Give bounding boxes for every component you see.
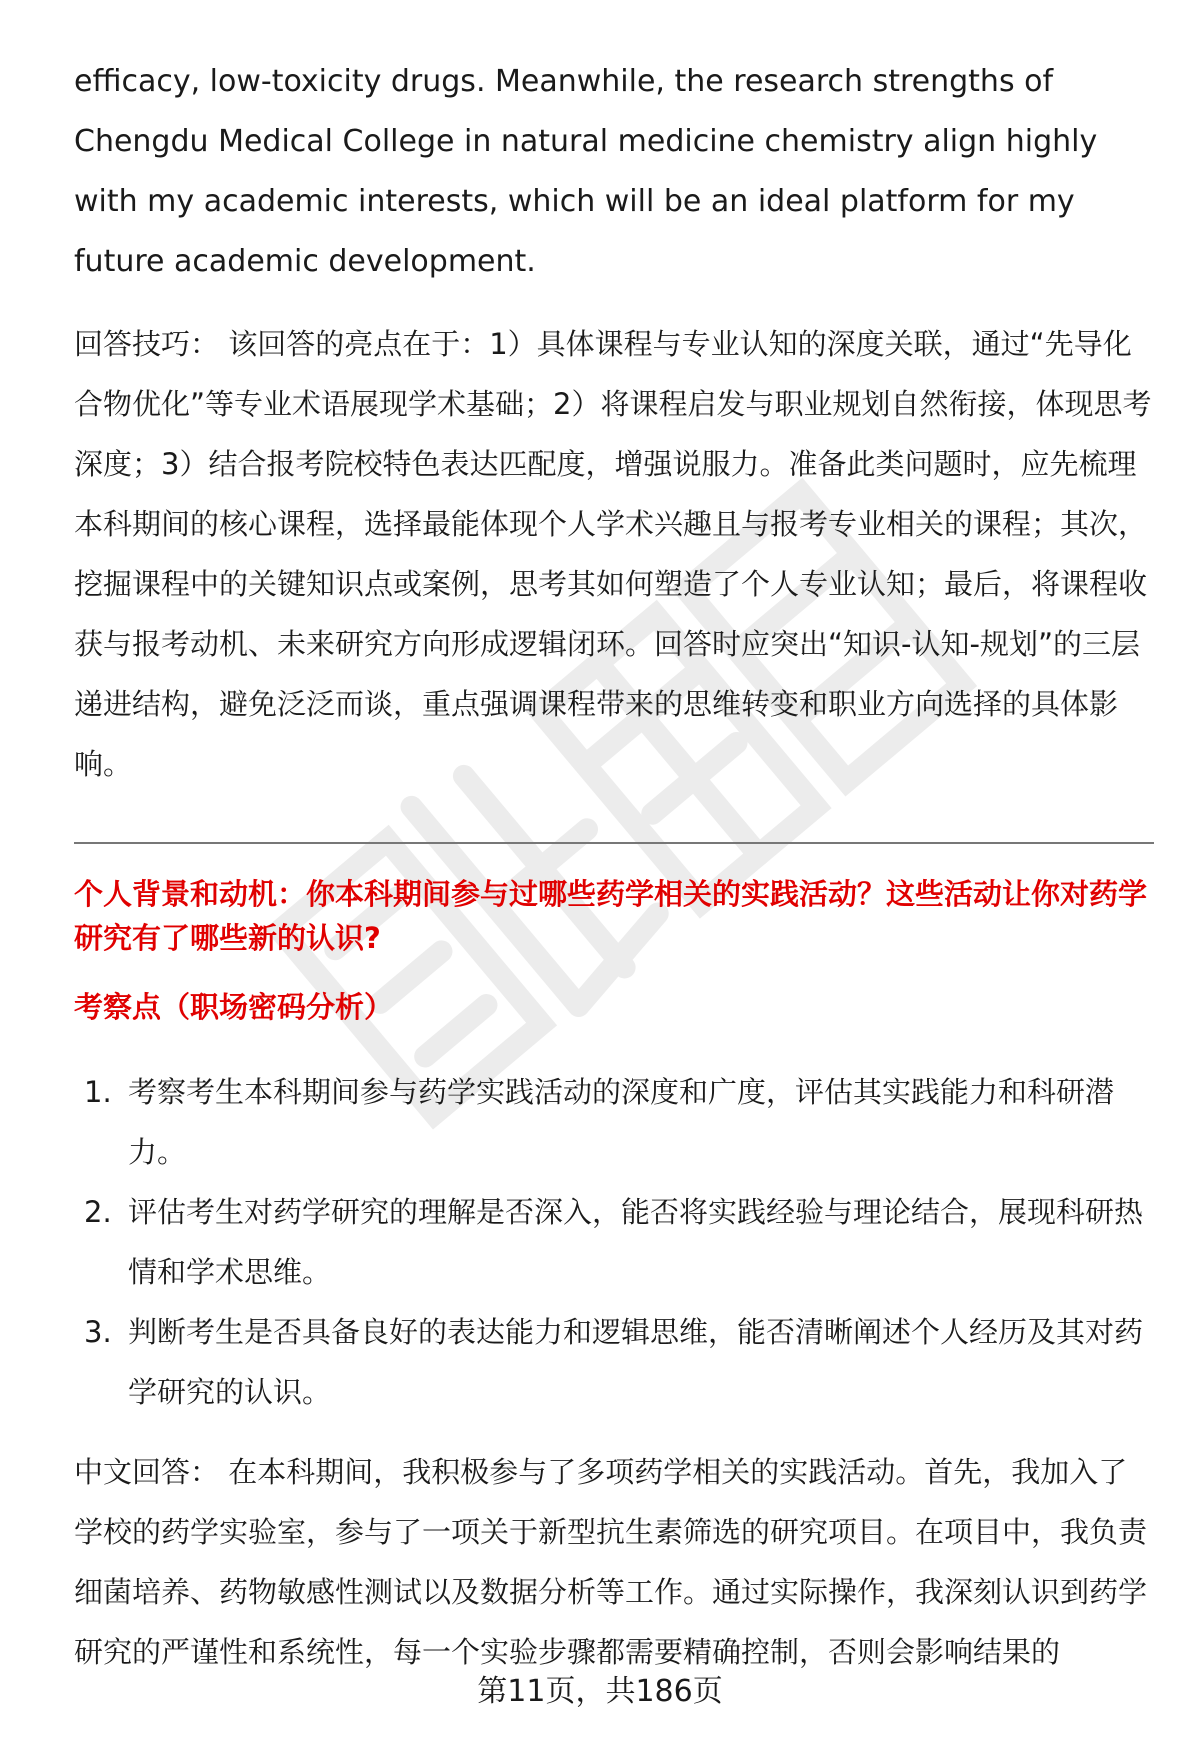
tips-paragraph: 回答技巧： 该回答的亮点在于：1）具体课程与专业认知的深度关联，通过“先导化合物优化”等专业术语展现学术基础；2）将课程启发与职业规划自然衔接，体现思考深度；3）结合报考院校特色表达匹配度，增强说服力。准备此类问题时，应先梳理本科期间的核心课程，选择最能体现个人学术兴趣且与报考专业相关的课程；其次，挖掘课程中的关键知识点或案例，思考其如何塑造了个人专业认知；最后，将课程收获与报考动机、未来研究方向形成逻辑闭环。回答时应突出“知识-认知-规划”的三层递进结构，避免泛泛而谈，重点强调课程带来的思维转变和职业方向选择的具体影响。 xyxy=(74,327,1152,781)
list-item-text: 判断考生是否具备良好的表达能力和逻辑思维，能否清晰阐述个人经历及其对药学研究的认识。 xyxy=(128,1315,1144,1409)
list-item-number: 3. xyxy=(84,1315,112,1349)
section-divider xyxy=(74,842,1154,844)
answer-paragraph: 中文回答： 在本科期间，我积极参与了多项药学相关的实践活动。首先，我加入了学校的药学实验室，参与了一项关于新型抗生素筛选的研究项目。在项目中，我负责细菌培养、药物敏感性测试以及数据分析等工作。通过实际操作，我深刻认识到药学研究的严谨性和系统性，每一个实验步骤都需要精确控制，否则会影响结果的 xyxy=(74,1455,1148,1669)
question-heading: 个人背景和动机：你本科期间参与过哪些药学相关的实践活动？这些活动让你对药学研究有了哪些新的认识? xyxy=(74,877,1148,955)
list-item-number: 2. xyxy=(84,1195,112,1229)
exam-points-list xyxy=(74,1062,1154,1422)
page-number: 第11页，共186页 xyxy=(477,1674,723,1709)
top-paragraph: efficacy, low-toxicity drugs. Meanwhile, the research strengths of Chengdu Medical College in natural medicine chemistry align highly with my academic interests, which will be an ideal platform for my future academic development. xyxy=(74,64,1098,279)
list-item-text: 考察考生本科期间参与药学实践活动的深度和广度，评估其实践能力和科研潜力。 xyxy=(128,1075,1115,1169)
list-item-number: 1. xyxy=(84,1075,112,1109)
list-item xyxy=(74,1302,1154,1422)
exam-points-title: 考察点（职场密码分析） xyxy=(74,990,394,1024)
list-item-text: 评估考生对药学研究的理解是否深入，能否将实践经验与理论结合，展现科研热情和学术思维。 xyxy=(128,1195,1144,1289)
list-item xyxy=(74,1182,1154,1302)
list-item xyxy=(74,1062,1154,1182)
answer-section xyxy=(74,1442,1154,1682)
main-content xyxy=(74,52,1154,794)
